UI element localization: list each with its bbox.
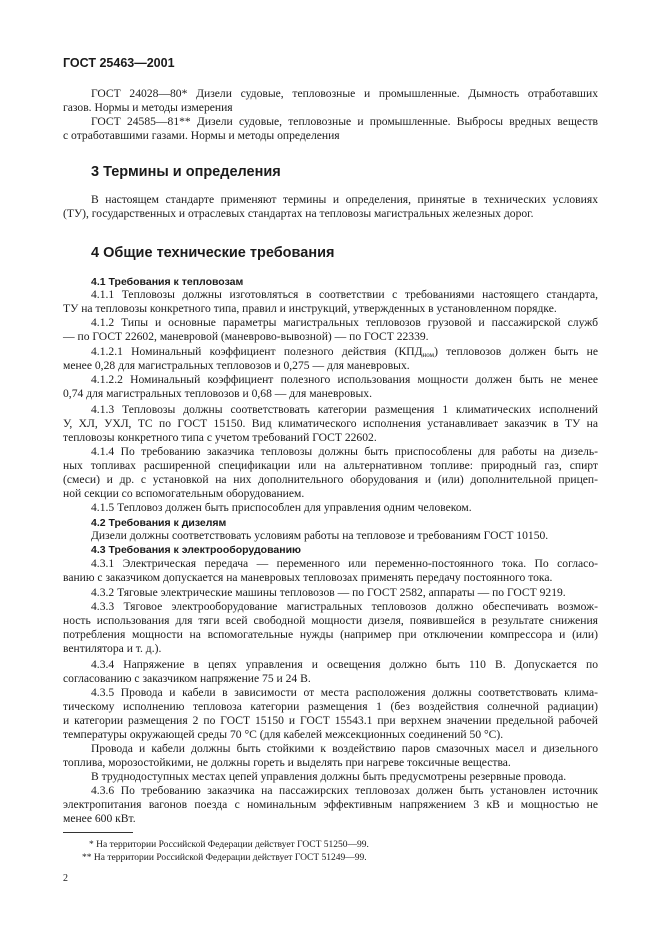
paragraph-line: топлива, морозостойкими, не должны гореть и выделять при нагреве токсичные вещества. [63,756,511,769]
paragraph-line: ность использования для тяги всей свободной мощности дизеля, появившейся в результате снижения [63,614,598,627]
page-number: 2 [63,873,68,884]
document-number: ГОСТ 25463—2001 [63,56,175,70]
paragraph-line: 4.1.3 Тепловозы должны соответствовать категории размещения 1 климатических исполнений [91,403,598,416]
paragraph-line: менее 0,28 для магистральных тепловозов и 0,275 — для маневровых. [63,359,410,372]
paragraph-line: 4.1.5 Тепловоз должен быть приспособлен для управления одним человеком. [91,501,472,514]
paragraph-line: 4.3.2 Тяговые электрические машины тепловозов — по ГОСТ 2582, аппараты — по ГОСТ 9219. [91,586,566,599]
paragraph-line: Провода и кабели должны быть стойкими к воздействию паров смазочных масел и дизельного [91,742,598,755]
paragraph-line: согласованию с заказчиком напряжение 75 и 24 В. [63,672,311,685]
paragraph-line: ванию с заказчиком допускается на маневровых тепловозах применять передачу постоянного тока. [63,571,553,584]
paragraph-line: 4.1.2.1 Номинальный коэффициент полезного действия $(КПД_{ном})$ тепловозов должен быть не [91,345,598,359]
paragraph-line: (смеси) и др. с установкой на них дополнительного оборудования и (или) дополнительной прицеп- [63,473,598,486]
paragraph-line: В труднодоступных местах цепей управления должны быть предусмотрены резервные провода. [91,770,567,783]
paragraph-line: и категории размещения 2 по ГОСТ 15150 и ГОСТ 15543.1 при верхнем значении предельной рабочей [63,714,598,727]
paragraph-line: ТУ на тепловозы конкретного типа, правил и инструкций, утвержденных в установленном порядке. [63,302,557,315]
paragraph-line: менее 600 кВт. [63,812,136,825]
paragraph-line: 4.3.1 Электрическая передача — переменного или переменно-постоянного тока. По согласо- [91,557,598,570]
paragraph-line: Дизели должны соответствовать условиям работы на тепловозе и требованиям ГОСТ 10150. [91,529,549,542]
paragraph-line: 4.3.4 Напряжение в цепях управления и освещения должно быть 110 В. Допускается по [91,658,598,671]
footnote: ** На территории Российской Федерации действует ГОСТ 51249—99. [82,853,367,863]
paragraph-line: У, ХЛ, УХЛ, ТС по ГОСТ 15150. Вид климатического исполнения устанавливает заказчик в ТУ на [63,417,598,430]
paragraph-line: 4.1.2.2 Номинальный коэффициент полезного использования мощности должен быть не менее [91,373,598,386]
subsection-heading: 4.2 Требования к дизелям [91,517,227,529]
paragraph-line: ных топливах расширенной спецификации или на альтернативном топливе: природный газ, спирт [63,459,598,472]
reference-line: газов. Нормы и методы измерения [63,101,233,114]
paragraph-line: В настоящем стандарте применяют термины и определения, принятые в технических условиях [91,193,598,206]
paragraph-line: потребления мощности на вспомогательные нужды (например при отключении компрессора и (или) [63,628,598,641]
paragraph-line: 4.3.6 По требованию заказчика на пассажирских тепловозах должен быть установлен источник [91,784,598,797]
subsection-heading: 4.3 Требования к электрооборудованию [91,544,302,556]
paragraph-line: 0,74 для магистральных тепловозов и 0,68 — для маневровых. [63,387,372,400]
reference-line: с отработавшими газами. Нормы и методы определения [63,129,340,142]
paragraph-line: — по ГОСТ 22602, маневровой (маневрово-вывозной) — по ГОСТ 22339. [63,330,429,343]
paragraph-line: 4.3.3 Тяговое электрооборудование магистральных тепловозов должно обеспечивать возмож- [91,600,598,613]
paragraph-line: электропитания вагонов поезда с номинальным эффективным напряжением 3 кВ и мощностью не [63,798,598,811]
paragraph-line: температуры окружающей среды 70 °С (для кабелей межсекционных соединений 50 °С). [63,728,504,741]
paragraph-line: тепловозы конкретного типа с учетом требований ГОСТ 22602. [63,431,377,444]
paragraph-line: тическому исполнению тепловоза категории размещения 1 (без воздействия солнечной радиации) [63,700,598,713]
paragraph-line: 4.3.5 Провода и кабели в зависимости от места расположения должны соответствовать клима- [91,686,598,699]
section-heading: 4 Общие технические требования [91,245,335,261]
paragraph-line: 4.1.1 Тепловозы должны изготовляться в соответствии с требованиями настоящего стандарта, [91,288,598,301]
subsection-heading: 4.1 Требования к тепловозам [91,276,244,288]
paragraph-line: ной секции со вспомогательным оборудованием. [63,487,305,500]
footnote-separator [63,832,133,833]
footnote: * На территории Российской Федерации действует ГОСТ 51250—99. [89,840,369,850]
reference-line: ГОСТ 24028—80* Дизели судовые, тепловозные и промышленные. Дымность отработавших [91,87,598,100]
paragraph-line: 4.1.2 Типы и основные параметры магистральных тепловозов грузовой и пассажирской служб [91,316,598,329]
paragraph-line: вентилятора и т. д.). [63,642,162,655]
paragraph-line: (ТУ), государственных и отраслевых стандартах на тепловозы магистральных железных дорог. [63,207,534,220]
section-heading: 3 Термины и определения [91,164,281,180]
reference-line: ГОСТ 24585—81** Дизели судовые, тепловозные и промышленные. Выбросы вредных веществ [91,115,598,128]
paragraph-line: 4.1.4 По требованию заказчика тепловозы должны быть приспособлены для работы на дизель- [91,445,598,458]
